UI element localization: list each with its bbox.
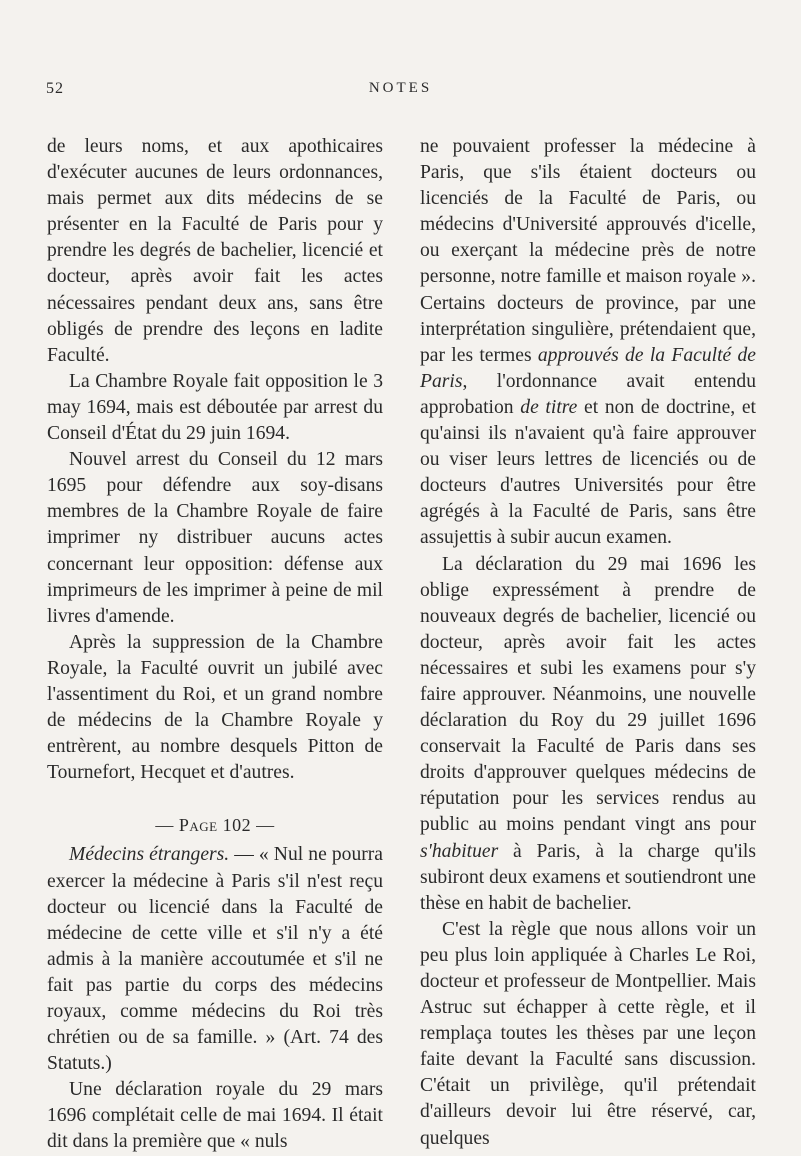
right-paragraph-2 [420, 552, 756, 917]
left-paragraph-2: La Chambre Royale fait opposition le 3 may 1694, mais est déboutée par arrest du Conseil d'État du 29 juin 1694. [47, 370, 383, 445]
right-p1-text-a: ne pouvaient professer la médecine à Paris, que s'ils étaient docteurs ou licenciés de la Faculté de Paris, ou médecins d'Université approuvés d'icelle, ou exerçant la médecine près de notre personne, notre famille et maison royale ». Certains docteurs de province, par une interprétation singulière, prétendaient que, par les termes [420, 136, 756, 366]
foreign-physicians-text: — « Nul ne pourra exercer la médecine à Paris s'il n'est reçu docteur ou licencié dans la Faculté de médecine de cette ville et s'il n'y a été admis à la manière accoutumée et s'il ne fait pas partie du corps des médecins royaux, comme médecins du Roi très chrétien ou de sa famille. » (Art. 74 des Statuts.) [47, 844, 384, 1075]
foreign-physicians-title: Médecins étrangers. [69, 844, 230, 866]
right-p1-text-c: et non de doctrine, et qu'ainsi ils n'avaient qu'à faire approuver ou viser leurs lettres de licenciés ou de docteurs d'autres Universités pour être agrégés à la Faculté de Paris, sans être assujettis à subir aucun examen. [420, 396, 756, 549]
left-paragraph-5 [47, 842, 383, 1077]
section-heading-text: — Page 102 — [155, 815, 275, 836]
right-p1-emphasis-2: de titre [520, 396, 578, 418]
right-p1-text-b: , l'ordonnance avait entendu approbation [420, 370, 756, 418]
section-heading [47, 812, 383, 838]
right-p2-text-a: La déclaration du 29 mai 1696 les oblige expressément à prendre de nouveaux degrés de bachelier, licencié ou docteur, après avoir fait les actes nécessaires et subi les examens pour s'y faire approuver. Néanmoins, une nouvelle déclaration du Roy du 29 juillet 1696 conservait la Faculté de Paris dans ses droits d'approuver quelques médecins de réputation pour les services rendus au public au moins pendant vingt ans pour [420, 553, 756, 836]
left-paragraph-4: Après la suppression de la Chambre Royale, la Faculté ouvrit un jubilé avec l'assentiment du Roi, et un grand nombre de médecins de la Chambre Royale y entrèrent, au nombre desquels Pitton de Tournefort, Hecquet et d'autres. [47, 631, 383, 784]
page-number: 52 [46, 80, 64, 97]
right-p1-emphasis-1: approuvés de la Faculté de Paris [420, 344, 756, 392]
right-paragraph-1 [420, 134, 756, 552]
left-paragraph-6: Une déclaration royale du 29 mars 1696 complétait celle de mai 1694. Il était dit dans la première que « nuls [47, 1079, 383, 1153]
right-paragraph-3: C'est la règle que nous allons voir un peu plus loin appliquée à Charles Le Roi, docteur et professeur de Montpellier. Mais Astruc sut échapper à cette règle, et il remplaça toutes les thèses par une leçon faite devant la Faculté sans discussion. C'était un privilège, qu'il prétendait d'ailleurs devoir lui être réservé, car, quelques [420, 918, 756, 1149]
right-p2-text-b: à Paris, à la charge qu'ils subiront deux examens et soutiendront une thèse en habit de bachelier. [420, 840, 756, 914]
page-header [0, 80, 801, 104]
left-paragraph-1: de leurs noms, et aux apothicaires d'exécuter aucunes de leurs ordonnances, mais permet aux dits médecins de se présenter en la Faculté de Paris pour y prendre les degrés de bachelier, licencié et docteur, après avoir fait les actes nécessaires pendant deux ans, sans être obligés de prendre des leçons en ladite Faculté. [47, 136, 383, 366]
running-title: NOTES [368, 80, 433, 96]
left-paragraph-3: Nouvel arrest du Conseil du 12 mars 1695 pour défendre aux soy-disans membres de la Chambre Royale de faire imprimer ny distribuer aucuns actes concernant leur opposition: défense aux imprimeurs de les imprimer à peine de mil livres d'amende. [47, 449, 383, 627]
right-p2-emphasis: s'habituer [420, 840, 499, 862]
right-column [420, 134, 756, 1152]
left-column [47, 134, 383, 1156]
